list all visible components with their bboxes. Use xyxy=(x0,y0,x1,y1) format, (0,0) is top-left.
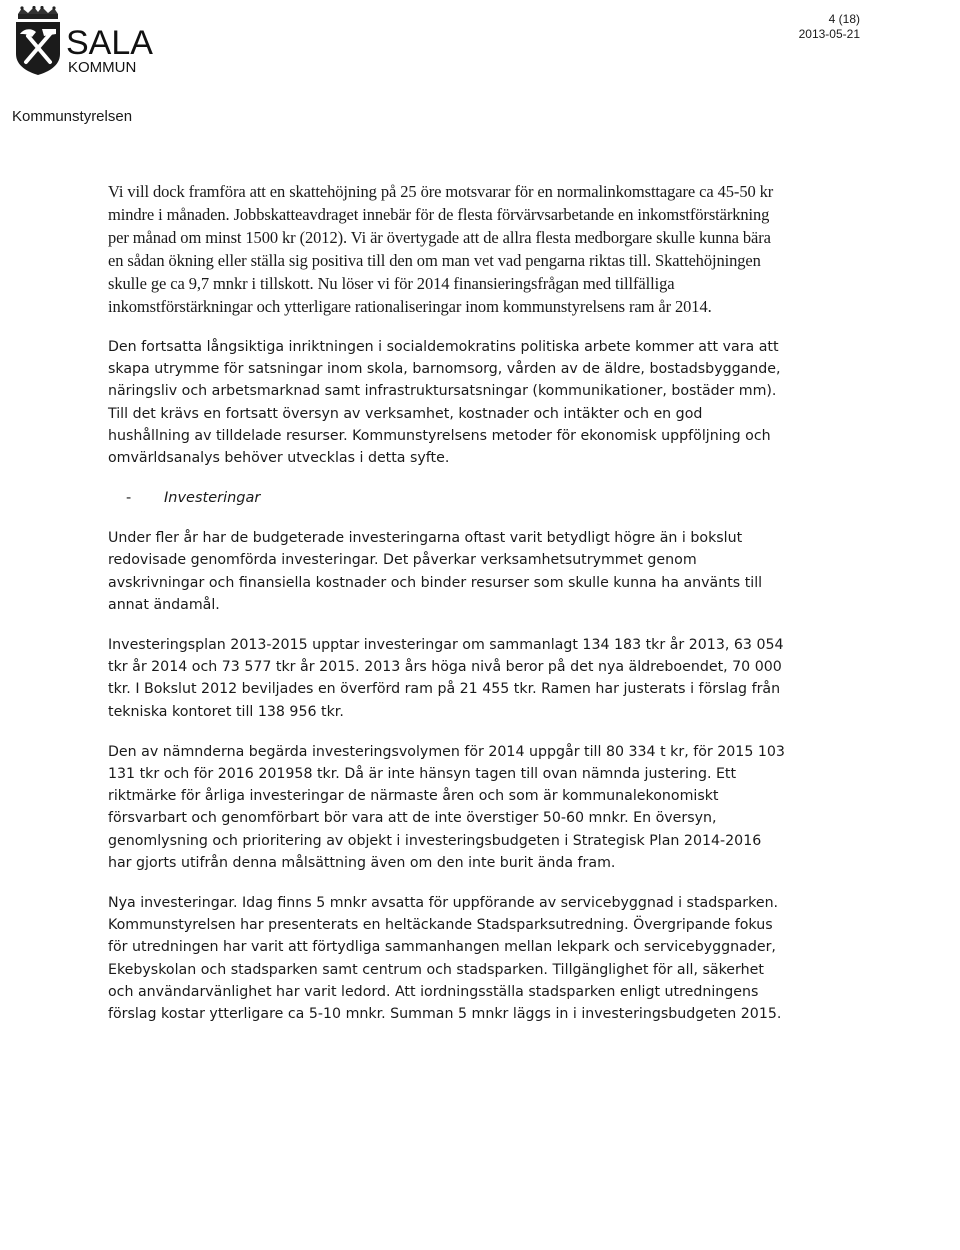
heading-dash: - xyxy=(126,490,132,507)
document-body xyxy=(108,180,788,1043)
paragraph-investment-plan: Investeringsplan 2013-2015 upptar investeringar om sammanlagt 134 183 tkr år 2013, 63 054 tkr år 2014 och 73 577 tkr år 2015. 2013 års höga nivå beror på det nya äldreboendet, 70 000 tkr. I Bokslut 2012 beviljades en överförd ram på 21 455 tkr. Ramen har justerats i förslag från tekniska kontoret till 138 956 tkr. xyxy=(108,637,784,720)
crown-icon xyxy=(14,6,62,20)
paragraph-new-investments: Nya investeringar. Idag finns 5 mnkr avsatta för uppförande av servicebyggnad i stadsparken. Kommunstyrelsen har presenterats en heltäckande Stadsparksutredning. Övergripande fokus för utredningen har varit att förtydliga sammanhangen mellan lekpark och servicebyggnader, Ekebyskolan och stadsparken samt centrum och stadsparken. Tillgänglighet för all, säkerhet och användarvänlighet har varit ledord. Att iordningsställa stadsparken enligt utredningens förslag kostar ytterligare ca 5-10 mnkr. Summan 5 mnkr läggs in i investeringsbudgeten 2015. xyxy=(108,895,782,1023)
logo-name: SALA xyxy=(66,24,153,62)
paragraph-tax-increase: Vi vill dock framföra att en skattehöjning på 25 öre motsvarar för en normalinkomsttagare ca 45-50 kr mindre i månaden. Jobbskatteavdraget innebär för de flesta förvärvsarbetande en inkomstförstärkning per månad om minst 1500 kr (2012). Vi är övertygade att de allra flesta medborgare skulle kunna bära en sådan ökning eller ställa sig positiva till den om man vet vad pengarna riktas till. Skattehöjningen skulle ge ca 9,7 mnkr i tillskott. Nu löser vi för 2014 finansieringsfrågan med tillfälliga inkomstförstärkningar och ytterligare rationaliseringar inom kommunstyrelsens ram år 2014. xyxy=(108,182,774,316)
page-number: 4 (18) xyxy=(828,12,860,26)
municipality-logo xyxy=(12,6,152,82)
hammer-and-pick-icon xyxy=(14,20,62,76)
department-name: Kommunstyrelsen xyxy=(12,108,133,125)
paragraph-long-term-direction: Den fortsatta långsiktiga inriktningen i socialdemokratins politiska arbete kommer att vara att skapa utrymme för satsningar inom skola, barnomsorg, vården av de äldre, bostadsbyggande, näringsliv och arbetsmarknad samt infrastruktursatsningar (kommunikationer, bostäder mm). Till det krävs en fortsatt översyn av verksamhet, kostnader och intäkter och en god hushållning av tilldelade resurser. Kommunstyrelsens metoder för ekonomisk uppföljning och omvärldsanalys behöver utvecklas i detta syfte. xyxy=(108,339,781,467)
section-heading-investeringar xyxy=(126,487,788,509)
logo-subtitle: KOMMUN xyxy=(68,59,137,76)
document-date: 2013-05-21 xyxy=(798,27,860,41)
paragraph-budgeted-investments: Under fler år har de budgeterade investeringarna oftast varit betydligt högre än i bokslut redovisade genomförda investeringar. Det påverkar verksamhetsutrymmet genom avskrivningar och finansiella kostnader och binder resurser som skulle kunna ha använts till annat ändamål. xyxy=(108,530,763,613)
paragraph-requested-volume: Den av nämnderna begärda investeringsvolymen för 2014 uppgår till 80 334 t kr, för 2015 103 131 tkr och för 2016 201958 tkr. Då är inte hänsyn tagen till ovan nämnda justering. Ett riktmärke för årliga investeringar de närmaste åren och som är kommunalekonomiskt försvarbart och genomförbart bör vara att de inte överstiger 50-60 mnkr. En översyn, genomlysning och prioritering av objekt i investeringsbudgeten i Strategisk Plan 2014-2016 har gjorts utifrån denna målsättning även om den inte burit ända fram. xyxy=(108,743,785,871)
heading-text: Investeringar xyxy=(164,490,261,507)
